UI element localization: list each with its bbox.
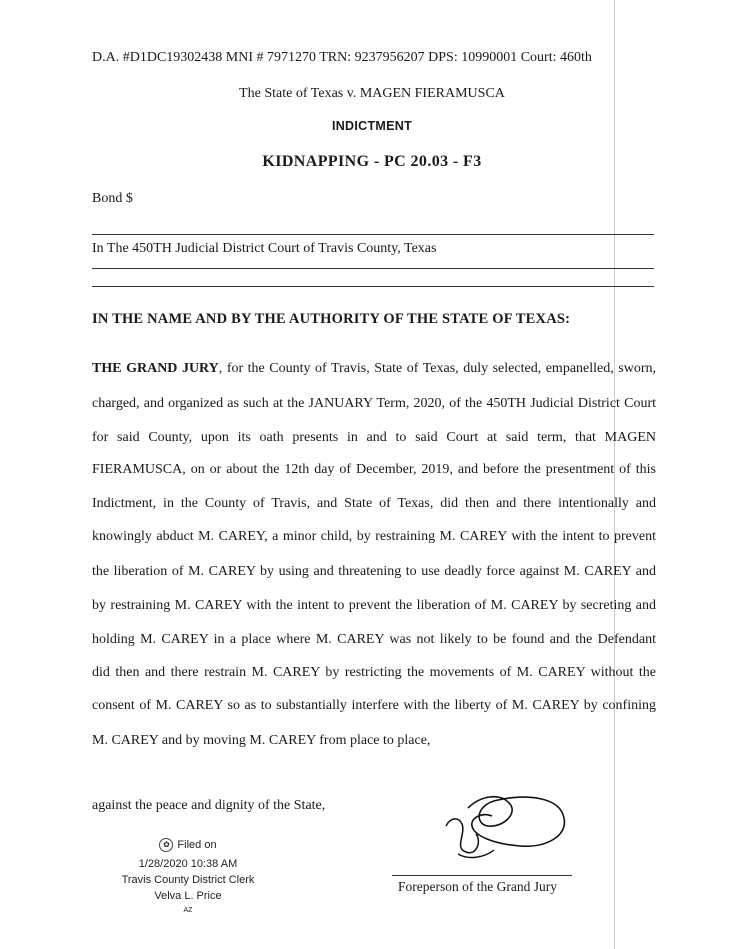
body-line: charged, and organized as such at the JANUARY Term, 2020, of the 450TH Judicial District Court: [92, 396, 656, 411]
signature-graphic: [428, 786, 578, 866]
offense-title: KIDNAPPING - PC 20.03 - F3: [262, 153, 482, 170]
case-title: The State of Texas v. MAGEN FIERAMUSCA: [239, 86, 505, 101]
body-line: for said County, upon its oath presents in and to said Court at said term, that MAGEN: [92, 430, 656, 445]
clerk-initials: AZ: [183, 907, 193, 914]
divider-middle: [92, 268, 654, 269]
body-line: Indictment, in the County of Travis, and State of Texas, did then and there intentionally and: [92, 496, 656, 511]
document-type: INDICTMENT: [331, 119, 413, 133]
case-numbers: D.A. #D1DC19302438 MNI # 7971270 TRN: 9237956207 DPS: 10990001 Court: 460th: [92, 50, 592, 65]
filing-stamp-header: [96, 838, 280, 852]
authority-heading: IN THE NAME AND BY THE AUTHORITY OF THE STATE OF TEXAS:: [92, 311, 571, 327]
body-line: the liberation of M. CAREY by using and threatening to use deadly force against M. CAREY and: [92, 564, 656, 579]
body-line: FIERAMUSCA, on or about the 12th day of December, 2019, and before the presentment of this: [92, 462, 656, 477]
filed-on-label: Filed on: [177, 838, 217, 851]
body-line: holding M. CAREY in a place where M. CAREY was not likely to be found and the Defendant: [92, 632, 656, 647]
body-line: knowingly abduct M. CAREY, a minor child, by restraining M. CAREY with the intent to prevent: [92, 529, 656, 544]
body-line: by restraining M. CAREY with the intent to prevent the liberation of M. CAREY by secreting and: [92, 598, 656, 613]
body-line: M. CAREY and by moving M. CAREY from place to place,: [92, 733, 431, 748]
body-line: did then and there restrain M. CAREY by restricting the movements of M. CAREY without the: [92, 665, 656, 680]
clerk-seal-icon: ✿: [159, 838, 173, 852]
bond-label: Bond $: [92, 191, 133, 206]
court-line: In The 450TH Judicial District Court of Travis County, Texas: [92, 241, 437, 256]
filing-datetime: 1/28/2020 10:38 AM: [138, 858, 238, 870]
clerk-name: Velva L. Price: [154, 890, 222, 902]
foreperson-caption: Foreperson of the Grand Jury: [398, 879, 557, 894]
signature-line: [392, 875, 572, 876]
body-line: [92, 361, 656, 377]
body-line-text: , for the County of Travis, State of Texas, duly selected, empanelled, sworn,: [218, 361, 656, 376]
closing-line: against the peace and dignity of the State,: [92, 798, 326, 813]
grand-jury-lead: THE GRAND JURY: [92, 361, 219, 376]
body-line: consent of M. CAREY so as to substantially interfere with the liberty of M. CAREY by confining: [92, 698, 656, 713]
divider-bottom: [92, 286, 654, 287]
divider-top: [92, 234, 654, 235]
clerk-office: Travis County District Clerk: [121, 874, 255, 886]
